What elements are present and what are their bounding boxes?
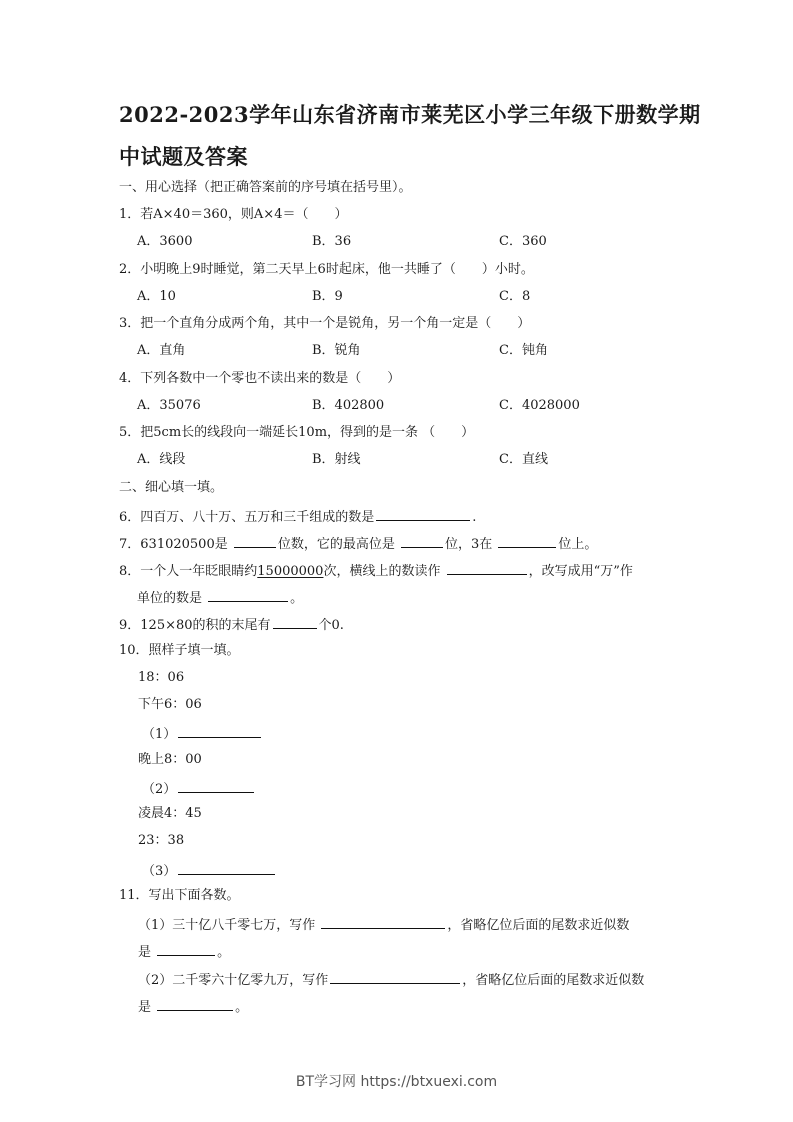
q10-given-3: 凌晨4：45 [138, 806, 202, 821]
q11-sub2-end: 。 [235, 1000, 249, 1015]
question-4: 4．下列各数中一个零也不读出来的数是（ ） [119, 371, 401, 386]
q10-item-3 [142, 861, 277, 880]
section2-heading: 二、细心填一填。 [119, 480, 224, 495]
q10-item-2 [142, 779, 256, 798]
q10-item-1 [142, 724, 263, 743]
question-11-heading: 11．写出下面各数。 [119, 888, 240, 903]
question-8 [119, 561, 633, 580]
q11-sub1-end: 。 [217, 945, 231, 960]
question-7 [119, 534, 597, 553]
q9-text: 9．125×80的积的末尾有 [119, 618, 271, 633]
q4-option-c: C．4028000 [499, 398, 580, 413]
q5-option-b: B．射线 [312, 452, 361, 467]
q11-sub2-text-1: （2）二千零六十亿零九万，写作 [138, 973, 329, 988]
q2-option-a: A．10 [137, 289, 176, 304]
q11-sub1-text-1: （1）三十亿八千零七万，写作 [138, 918, 320, 933]
footer-watermark: BT学习网 https://btxuexi.com [295, 1074, 498, 1090]
q5-option-c: C．直线 [499, 452, 548, 467]
question-9 [119, 615, 344, 634]
question-5: 5．把5cm长的线段向一端延长10m，得到的是一条 （ ） [119, 425, 475, 440]
q11-sub2 [138, 970, 644, 989]
q5-option-a: A．线段 [137, 452, 186, 467]
q8-text-1: 8．一个人一年眨眼睛约 [119, 564, 258, 579]
q10-item-2-label: （2） [142, 782, 177, 797]
q11-sub1-text-3: 是 [138, 945, 156, 960]
q10-blank-1[interactable] [178, 724, 261, 738]
q11-sub1 [138, 915, 629, 934]
q11-sub2-text-3: 是 [138, 1000, 156, 1015]
q11-sub1-text-2: ，省略亿位后面的尾数求近似数 [447, 918, 630, 933]
q6-end: . [472, 510, 477, 525]
question-10-heading: 10．照样子填一填。 [119, 643, 240, 658]
q3-option-b: B．锐角 [312, 343, 361, 358]
question-2: 2．小明晚上9时睡觉，第二天早上6时起床，他一共睡了（ ）小时。 [119, 262, 534, 277]
q10-example-24h: 18：06 [138, 670, 185, 685]
q10-blank-3[interactable] [178, 861, 275, 875]
q7-text-3: 位，3在 [444, 537, 497, 552]
q7-text-2: 位数，它的最高位是 [277, 537, 399, 552]
q1-option-a: A．3600 [137, 234, 193, 249]
q2-option-c: C．8 [499, 289, 531, 304]
q7-blank-highest-place[interactable] [401, 534, 443, 548]
q3-option-a: A．直角 [137, 343, 186, 358]
q8-text-4: 单位的数是 [137, 591, 207, 606]
q11-sub2-blank-approx[interactable] [157, 997, 233, 1011]
question-6 [119, 507, 476, 526]
q8-blank-wan-unit[interactable] [208, 588, 288, 602]
q9-answer-blank[interactable] [273, 615, 317, 629]
q8-underlined-number: 15000000 [257, 564, 324, 579]
q7-text-4: 位上。 [558, 537, 598, 552]
q10-item-3-label: （3） [142, 864, 177, 879]
q11-sub1-line2 [138, 942, 230, 961]
q9-end: 个0. [318, 618, 344, 633]
document-title-line2: 中试题及答案 [119, 144, 248, 169]
q6-text: 6．四百万、八十万、五万和三千组成的数是 [119, 510, 375, 525]
question-8-line2 [137, 588, 303, 607]
q4-option-b: B．402800 [312, 398, 385, 413]
q3-option-c: C．钝角 [499, 343, 548, 358]
q6-answer-blank[interactable] [376, 507, 470, 521]
q1-option-b: B．36 [312, 234, 352, 249]
q8-blank-reading[interactable] [447, 561, 527, 575]
q8-text-3: ，改写成用“万”作 [528, 564, 633, 579]
q2-option-b: B．9 [312, 289, 343, 304]
q10-blank-2[interactable] [178, 779, 254, 793]
q10-item-1-label: （1） [142, 727, 177, 742]
q10-given-4: 23：38 [138, 833, 185, 848]
q1-option-c: C．360 [499, 234, 547, 249]
q11-sub2-text-2: ，省略亿位后面的尾数求近似数 [462, 973, 645, 988]
q8-text-2: 次，横线上的数读作 [323, 564, 445, 579]
q7-blank-digits[interactable] [234, 534, 276, 548]
q11-sub2-line2 [138, 997, 248, 1016]
q11-sub1-blank-approx[interactable] [157, 942, 215, 956]
question-3: 3．把一个直角分成两个角，其中一个是锐角，另一个角一定是（ ） [119, 316, 531, 331]
q4-option-a: A．35076 [137, 398, 201, 413]
section1-heading: 一、用心选择（把正确答案前的序号填在括号里）。 [119, 180, 412, 195]
question-1: 1．若A×40＝360，则A×4＝（ ） [119, 207, 348, 222]
q10-example-12h: 下午6：06 [138, 697, 202, 712]
q11-sub2-blank-written[interactable] [330, 970, 460, 984]
q7-text-1: 7．631020500是 [119, 537, 232, 552]
q11-sub1-blank-written[interactable] [321, 915, 445, 929]
q7-blank-place-of-3[interactable] [498, 534, 556, 548]
q8-end: 。 [290, 591, 304, 606]
q10-given-2: 晚上8：00 [138, 752, 202, 767]
document-title-line1: 2022-2023学年山东省济南市莱芜区小学三年级下册数学期 [119, 102, 701, 127]
